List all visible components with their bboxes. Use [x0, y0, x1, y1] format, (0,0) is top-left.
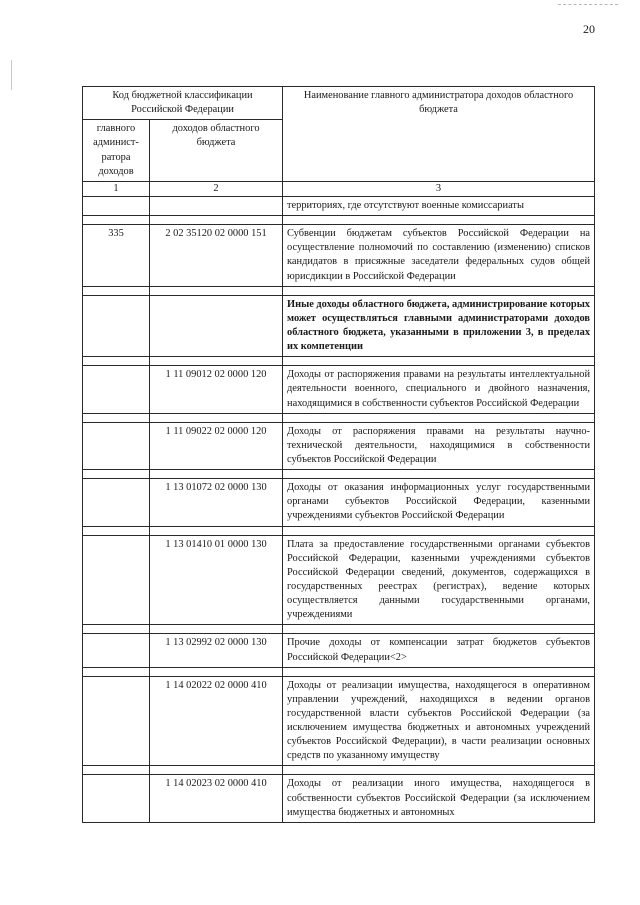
header-number-2: 2 — [150, 181, 283, 196]
spacer-cell — [150, 667, 283, 676]
table-row — [83, 775, 595, 822]
spacer-cell — [283, 470, 595, 479]
scan-margin-mark — [11, 60, 12, 90]
spacer-cell — [150, 286, 283, 295]
spacer-row — [83, 667, 595, 676]
table-row — [83, 634, 595, 667]
spacer-cell — [283, 216, 595, 225]
spacer-cell — [150, 413, 283, 422]
income-code-cell: 1 13 01410 01 0000 130 — [150, 535, 283, 625]
spacer-cell — [283, 286, 595, 295]
budget-classification-table — [82, 86, 595, 823]
header-income-column: доходов областного бюджета — [150, 120, 283, 182]
income-code-cell: 1 11 09012 02 0000 120 — [150, 366, 283, 413]
spacer-row — [83, 625, 595, 634]
admin-code-cell — [83, 676, 150, 766]
table-row — [83, 196, 595, 215]
income-name-cell: Доходы от оказания информационных услуг государственными органами субъектов Российской Федерации, казенными учреждениями субъектов Российской Федерации — [283, 479, 595, 526]
spacer-row — [83, 526, 595, 535]
spacer-cell — [83, 667, 150, 676]
spacer-cell — [83, 286, 150, 295]
income-name-cell: Иные доходы областного бюджета, администрирование которых может осуществляться главными администраторами доходов областного бюджета, указанными в приложении 3, в пределах их компетенции — [283, 295, 595, 357]
header-group-title: Код бюджетной классификации Российской Федерации — [83, 87, 283, 120]
admin-code-cell — [83, 775, 150, 822]
income-code-cell: 1 14 02022 02 0000 410 — [150, 676, 283, 766]
income-code-cell: 1 13 01072 02 0000 130 — [150, 479, 283, 526]
spacer-cell — [83, 357, 150, 366]
table-row — [83, 676, 595, 766]
table-body — [83, 196, 595, 822]
income-name-cell: Доходы от распоряжения правами на результаты интеллектуальной деятельности военного, специального и двойного назначения, находящимися в собственности субъектов Российской Федерации — [283, 366, 595, 413]
table-row — [83, 295, 595, 357]
income-name-cell: Доходы от реализации имущества, находящегося в оперативном управлении учреждений, находящихся в ведении органов государственной власти субъектов Российской Федерации (за исключением имущества бюджетных и автономных учреждений субъектов Российской Федерации), в части реализации основных средств по указанному имуществу — [283, 676, 595, 766]
spacer-cell — [283, 357, 595, 366]
income-name-cell: территориях, где отсутствуют военные комиссариаты — [283, 196, 595, 215]
spacer-cell — [283, 625, 595, 634]
scan-corner-mark — [558, 4, 618, 7]
header-name-column: Наименование главного администратора доходов областного бюджета — [283, 87, 595, 182]
spacer-row — [83, 216, 595, 225]
spacer-row — [83, 413, 595, 422]
spacer-cell — [283, 526, 595, 535]
spacer-cell — [83, 625, 150, 634]
spacer-cell — [150, 625, 283, 634]
table-row — [83, 479, 595, 526]
spacer-cell — [150, 766, 283, 775]
spacer-cell — [150, 216, 283, 225]
spacer-cell — [150, 470, 283, 479]
income-code-cell — [150, 295, 283, 357]
admin-code-cell — [83, 422, 150, 469]
spacer-row — [83, 470, 595, 479]
page-number: 20 — [583, 22, 595, 36]
spacer-cell — [83, 766, 150, 775]
table-row — [83, 535, 595, 625]
table-row — [83, 422, 595, 469]
spacer-row — [83, 766, 595, 775]
spacer-cell — [283, 413, 595, 422]
income-name-cell: Субвенции бюджетам субъектов Российской Федерации на осуществление полномочий по составлению (изменению) списков кандидатов в присяжные заседатели федеральных судов общей юрисдикции в Российской Федерации — [283, 225, 595, 287]
header-admin-column: главного админист-ратора доходов — [83, 120, 150, 182]
income-code-cell: 2 02 35120 02 0000 151 — [150, 225, 283, 287]
spacer-cell — [283, 667, 595, 676]
spacer-cell — [283, 766, 595, 775]
header-number-3: 3 — [283, 181, 595, 196]
spacer-cell — [83, 470, 150, 479]
spacer-cell — [83, 216, 150, 225]
income-name-cell: Доходы от реализации иного имущества, находящегося в собственности субъектов Российской Федерации (за исключением имущества бюджетных и автономных — [283, 775, 595, 822]
admin-code-cell: 335 — [83, 225, 150, 287]
spacer-cell — [83, 526, 150, 535]
income-name-cell: Прочие доходы от компенсации затрат бюджетов субъектов Российской Федерации<2> — [283, 634, 595, 667]
income-code-cell: 1 13 02992 02 0000 130 — [150, 634, 283, 667]
table-row — [83, 366, 595, 413]
admin-code-cell — [83, 196, 150, 215]
income-name-cell: Плата за предоставление государственными органами субъектов Российской Федерации, казенными учреждениями субъектов Российской Федерации сведений, документов, содержащихся в государственных реестрах (регистрах), ведение которых осуществляется данными государственными органами, учреждениями — [283, 535, 595, 625]
header-number-1: 1 — [83, 181, 150, 196]
income-code-cell: 1 14 02023 02 0000 410 — [150, 775, 283, 822]
spacer-row — [83, 286, 595, 295]
table-row — [83, 225, 595, 287]
admin-code-cell — [83, 479, 150, 526]
spacer-cell — [83, 413, 150, 422]
spacer-cell — [150, 526, 283, 535]
admin-code-cell — [83, 295, 150, 357]
income-code-cell — [150, 196, 283, 215]
income-name-cell: Доходы от распоряжения правами на результаты научно-технической деятельности, находящимися в собственности субъектов Российской Федерации — [283, 422, 595, 469]
admin-code-cell — [83, 535, 150, 625]
table-header — [83, 87, 595, 197]
spacer-row — [83, 357, 595, 366]
admin-code-cell — [83, 366, 150, 413]
spacer-cell — [150, 357, 283, 366]
income-code-cell: 1 11 09022 02 0000 120 — [150, 422, 283, 469]
admin-code-cell — [83, 634, 150, 667]
